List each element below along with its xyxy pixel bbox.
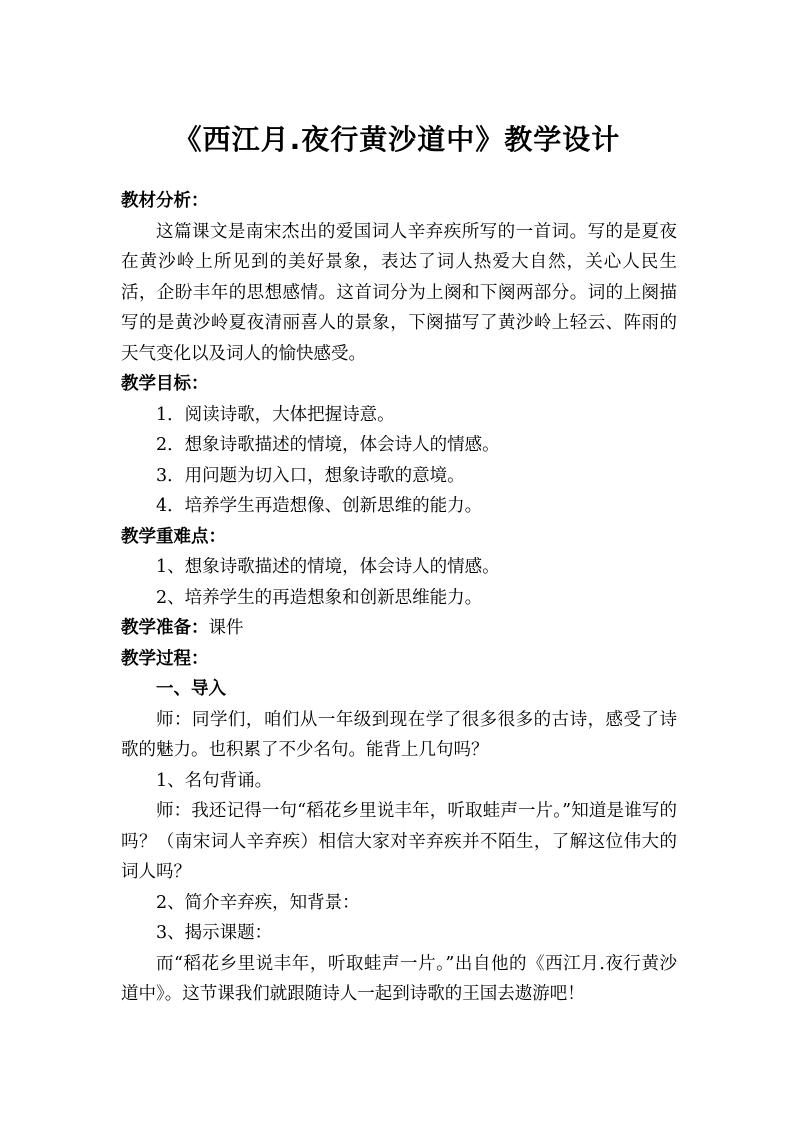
key-point-2: 2、培养学生的再造想象和创新思维能力。 [156, 587, 483, 608]
key-point-1: 1、想象诗歌描述的情境，体会诗人的情感。 [156, 557, 500, 577]
analysis-text: 这篇课文是南宋杰出的爱国词人辛弃疾所写的一首词。写的是夏夜在黄沙岭上所见到的美好景象，表达了词人热爱大自然，关心人民生活，企盼丰年的思想感情。这首词分为上阕和下阕两部分。词的上阕描写的是黄沙岭夏夜清丽喜人的景象，下阕描写了黄沙岭上轻云、阵雨的天气变化以及词人的愉快感受。 [121, 221, 677, 364]
document-body [121, 186, 677, 1010]
process-step-3: 3、揭示课题： [156, 923, 273, 943]
process-step-2: 2、简介辛弃疾，知背景： [156, 892, 360, 913]
preparation-line [121, 613, 677, 644]
process-section-title: 一、导入 [156, 679, 226, 699]
process-paragraph-1: 师：同学们，咱们从一年级到现在学了很多很多的古诗，感受了诗歌的魅力。也积累了不少名句。能背上几句吗？ [121, 709, 677, 760]
goal-item-1: 1．阅读诗歌，大体把握诗意。 [156, 404, 395, 425]
goals-heading: 教学目标： [121, 374, 209, 394]
key-points-heading: 教学重难点： [121, 526, 226, 547]
goal-item-3: 3．用问题为切入口，想象诗歌的意境。 [156, 465, 465, 486]
goal-item-2: 2．想象诗歌描述的情境，体会诗人的情感。 [156, 435, 500, 455]
process-paragraph-2: 师：我还记得一句“稻花乡里说丰年，听取蛙声一片。”知道是谁写的吗？（南宋词人辛弃疾）相信大家对辛弃疾并不陌生，了解这位伟大的词人吗？ [121, 801, 677, 882]
analysis-heading: 教材分析： [121, 191, 209, 211]
goal-item-4: 4．培养学生再造想像、创新思维的能力。 [156, 496, 483, 516]
document-title: 《西江月.夜行黄沙道中》教学设计 [173, 123, 621, 156]
preparation-label: 教学准备： [121, 618, 209, 638]
preparation-value: 课件 [208, 618, 244, 638]
process-heading: 教学过程： [121, 648, 209, 669]
process-paragraph-3: 而“稻花乡里说丰年，听取蛙声一片。”出自他的《西江月.夜行黄沙道中》。这节课我们就跟随诗人一起到诗歌的王国去遨游吧！ [121, 953, 677, 1004]
process-step-1: 1、名句背诵。 [156, 770, 273, 791]
